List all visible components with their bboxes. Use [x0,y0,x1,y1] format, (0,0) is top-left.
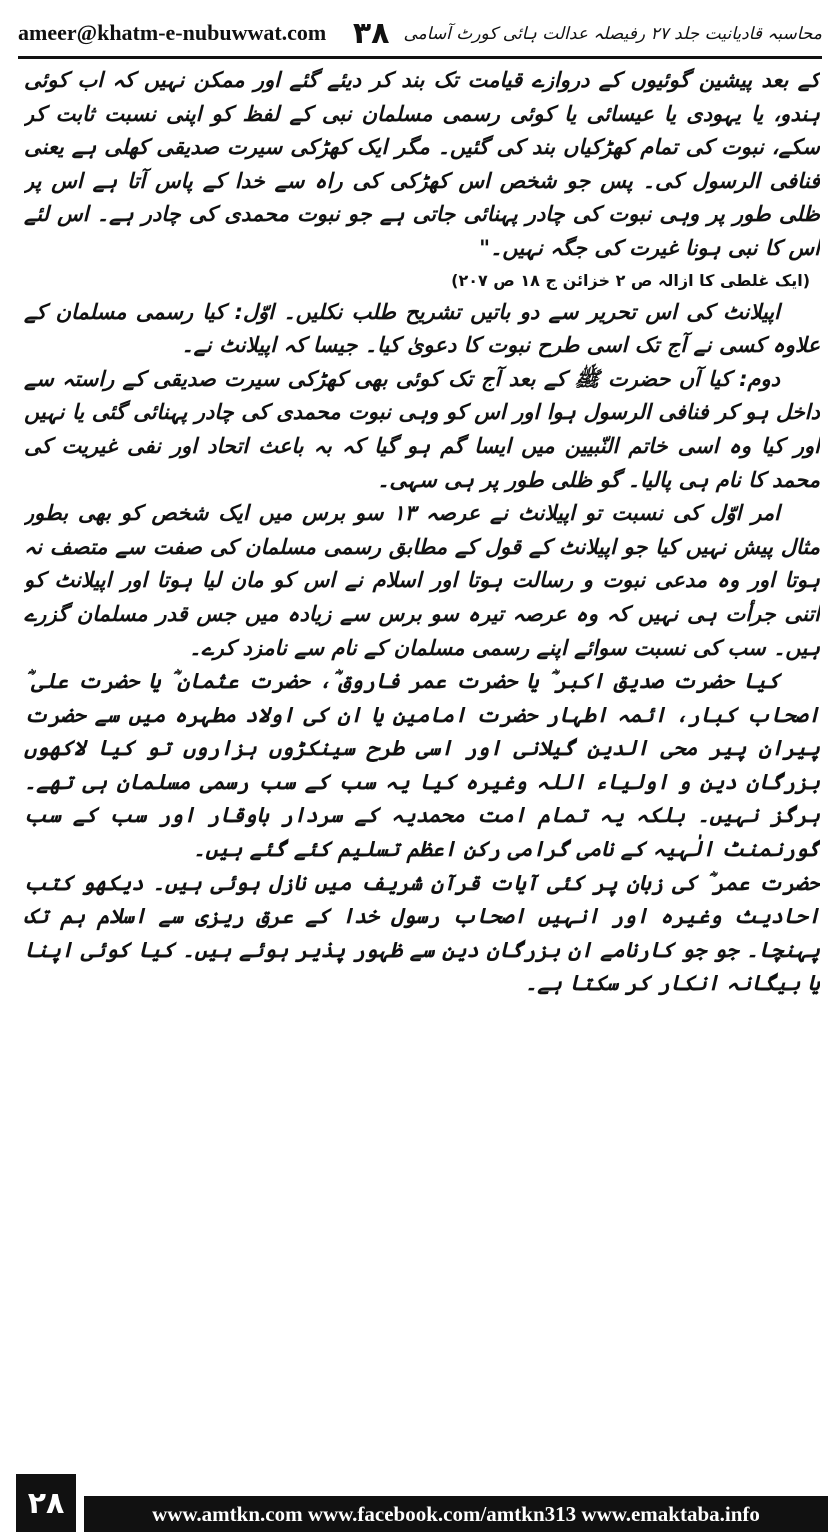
running-title: محاسبہ قادیانیت جلد ۲۷ رفیصلہ عدالت ہائی کورٹ آسامی [403,23,822,44]
header-email: ameer@khatm-e-nubuwwat.com [18,20,327,45]
page-body [24,64,820,1459]
header-right [353,16,822,51]
body-paragraph: حضرت عمر ؓ کی زبان پر کئی آیات قرآن شریف میں نازل ہوئی ہیں۔ دیکھو کتب احادیث وغیرہ اور انہیں اصحاب رسول خدا کے عرق ریزی سے اسلام ہم تک پہنچا۔ جو جو کارنامے ان بزرگان دین سے ظہور پذیر ہوئے ہیں۔ کیا کوئی اپنا یا بیگانہ انکار کر سکتا ہے۔ [24,870,820,996]
body-paragraph: کیا حضرت صدیق اکبر ؓ یا حضرت عمر فاروق ؓ، حضرت عثمان ؓ یا حضرت علی ؓ اصحاب کبار، ائمہ اطہار حضرت امامین یا ان کی اولاد مطہرہ میں سے حضرت پیران پیر محی الدین گیلانی اور اسی طرح سینکڑوں ہزاروں تو کیا لاکھوں بزرگان دین و اولیاء اللہ وغیرہ کیا یہ سب کے سب رسمی مسلمان ہی تھے۔ ہرگز نہیں۔ بلکہ یہ تمام امت محمدیہ کے سردار باوقار اور سب کے سب گورنمنٹ الٰہیہ کے نامی گرامی رکن اعظم تسلیم کئے گئے ہیں۔ [24,669,820,862]
page-header [18,10,822,59]
body-paragraph: اپیلانٹ کی اس تحریر سے دو باتیں تشریح طلب نکلیں۔ اوّل: کیا رسمی مسلمان کے علاوہ کسی نے آج تک اسی طرح نبوت کا دعویٰ کیا۔ جیسا کہ اپیلانٹ نے۔ [24,299,820,358]
header-page-number: ۳۸ [352,15,390,51]
citation: (ایک غلطی کا ازالہ ص ۲ خزائن ج ۱۸ ص ۲۰۷) [451,270,810,290]
body-paragraph: کے بعد پیشین گوئیوں کے دروازے قیامت تک بند کر دیئے گئے اور ممکن نہیں کہ اب کوئی ہندو، یا یہودی یا عیسائی یا کوئی رسمی مسلمان نبی کے لفظ کو اپنی نسبت ثابت کر سکے، نبوت کی تمام کھڑکیاں بند کی گئیں۔ مگر ایک کھڑکی سیرت صدیقی کھلی ہے یعنی فنافی الرسول کی۔ پس جو شخص اس کھڑکی کی راہ سے خدا کے پاس آتا ہے اس پر ظلی طور پر وہی نبوت کی چادر پہنائی جاتی ہے جو نبوت محمدی کی چادر ہے۔ اس لئے اس کا نبی ہونا غیرت کی جگہ نہیں۔" [24,68,820,260]
body-paragraph: دوم: کیا آں حضرت ﷺ کے بعد آج تک کوئی بھی کھڑکی سیرت صدیقی کے راستہ سے داخل ہو کر فنافی الرسول ہوا اور اس کو وہی نبوت محمدی کی چادر پہنائی گئی یا نہیں اور کیا وہ اسی خاتم النّبیین میں ایسا گم ہو گیا کہ بہ باعث اتحاد اور نفی غیریت کی محمد کا نام ہی پالیا۔ گو ظلی طور پر ہی سہی۔ [24,366,820,492]
page-footer [0,1474,840,1532]
footer-page-number: ۲۸ [16,1474,76,1532]
footer-links: www.amtkn.com www.facebook.com/amtkn313 www.emaktaba.info [84,1496,828,1532]
body-paragraph: امر اوّل کی نسبت تو اپیلانٹ نے عرصہ ۱۳ سو برس میں ایک شخص کو بھی بطور مثال پیش نہیں کیا جو اپیلانٹ کے قول کے مطابق رسمی مسلمان کی صفت سے متصف نہ ہوتا اور وہ مدعی نبوت و رسالت ہوتا اور اسلام نے اس کو مان لیا ہوتا اور اپیلانٹ کو اتنی جرأت ہی نہیں کہ وہ عرصہ تیرہ سو برس سے زیادہ میں جس قدر مسلمان گزرے ہیں۔ سب کی نسبت سوائے اپنے رسمی مسلمان کے نام سے نامزد کرے۔ [24,501,820,660]
